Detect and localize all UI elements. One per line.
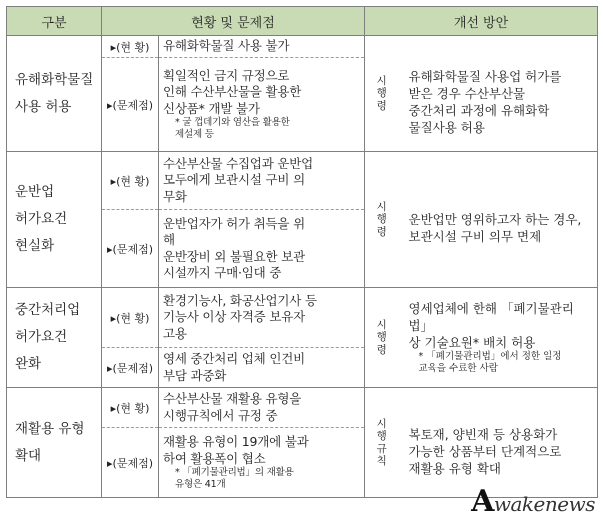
category-cell: 중간처리업 허가요건 완화	[7, 288, 102, 388]
problem-label: ▸(문제점)	[102, 58, 159, 152]
problem-note: * 「폐기물관리법」의 재활용 유형은 41개	[175, 467, 294, 490]
status-label: ▸(현 황)	[102, 388, 159, 428]
problem-label: ▸(문제점)	[102, 210, 159, 288]
law-type: 시 행 령	[365, 152, 399, 288]
table-row	[7, 388, 598, 428]
improvement-text: 운반업만 영위하고자 하는 경우, 보관시설 구비 의무 면제	[408, 212, 582, 244]
awakenews-watermark-logo	[471, 484, 595, 519]
improvement-cell	[399, 388, 598, 498]
improvement-text: 유해화학물질 사용업 허가를 받은 경우 수산부산물 중간처리 과정에 유해화학 물질사용 허용	[408, 69, 562, 135]
status-label: ▸(현 황)	[102, 288, 159, 348]
problem-cell	[159, 428, 365, 498]
table-row	[7, 152, 598, 210]
problem-text: 운반업자가 허가 취득을 위 해 운반장비 외 불필요한 보관 시설까지 구매·임대 중	[159, 210, 365, 288]
improvement-note: * 「폐기물관리법」에서 정한 일정 교육을 수료한 사람	[418, 351, 562, 374]
law-type: 시 행 규 칙	[365, 388, 399, 498]
problem-note: * 굴 껍데기와 염산을 활용한 제설제 등	[175, 117, 290, 141]
status-text: 수산부산물 재활용 유형을 시행규칙에서 규정 중	[159, 388, 365, 428]
problem-text: 획일적인 금지 규정으로 인해 수산부산물을 활용한 신상품* 개발 불가	[163, 67, 302, 116]
status-label: ▸(현 황)	[102, 36, 159, 58]
problem-text: 영세 중간처리 업체 인건비 부담 과중화	[159, 348, 365, 388]
header-status: 현황 및 문제점	[102, 7, 365, 36]
table-row	[7, 288, 598, 348]
improvement-text: 복토재, 양빈재 등 상용화가 가능한 상품부터 단계적으로 재활용 유형 확대	[408, 426, 562, 476]
problem-cell	[159, 58, 365, 152]
status-text: 유해화학물질 사용 불가	[159, 36, 365, 58]
status-label: ▸(현 황)	[102, 152, 159, 210]
problem-text: 재활용 유형이 19개에 불과 하여 활용폭이 협소	[163, 434, 309, 466]
header-category: 구분	[7, 7, 102, 36]
law-type: 시 행 령	[365, 36, 399, 152]
table-row	[7, 36, 598, 58]
status-text: 환경기능사, 화공산업기사 등 기능사 이상 자격증 보유자 고용	[159, 288, 365, 348]
watermark-text: wakenews	[493, 492, 595, 516]
improvement-cell	[399, 36, 598, 152]
status-text: 수산부산물 수집업과 운반업 모두에게 보관시설 구비 의 무화	[159, 152, 365, 210]
problem-label: ▸(문제점)	[102, 428, 159, 498]
improvement-text: 영세업체에 한해 「폐기물관리법」 상 기술요원* 배치 허용	[408, 301, 574, 350]
category-cell: 운반업 허가요건 현실화	[7, 152, 102, 288]
problem-label: ▸(문제점)	[102, 348, 159, 388]
category-cell: 재활용 유형 확대	[7, 388, 102, 498]
category-cell: 유해화학물질 사용 허용	[7, 36, 102, 152]
header-improvement: 개선 방안	[365, 7, 598, 36]
improvement-cell	[399, 288, 598, 388]
regulation-table	[6, 6, 598, 498]
law-type: 시 행 령	[365, 288, 399, 388]
improvement-cell	[399, 152, 598, 288]
table-header-row	[7, 7, 598, 36]
watermark-initial: A	[471, 484, 494, 519]
